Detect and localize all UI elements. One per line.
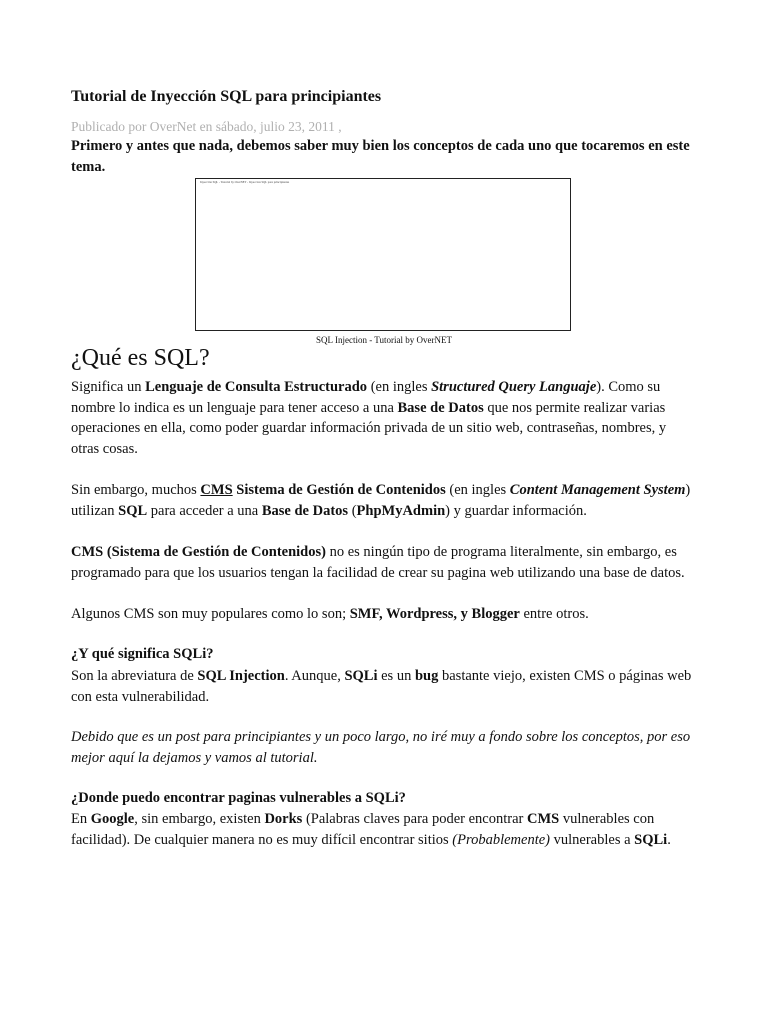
paragraph-popular-cms: Algunos CMS son muy populares como lo son; SMF, Wordpress, y Blogger entre otros. (71, 606, 589, 622)
subheading-que-significa-sqli: ¿Y qué significa SQLi? (71, 646, 214, 662)
paragraph-sql-definition: Significa un Lenguaje de Consulta Estructurado (en ingles Structured Query Languaje). Como su nombre lo indica es un lenguaje para tener acceso a una Base de Datos que nos permite realizar varias operaciones en ella, como poder guardar información privada de un sitio web, contraseñas, nombres, y otras cosas. (71, 379, 667, 457)
paragraph-note-italic: Debido que es un post para principiantes y un poco largo, no iré muy a fondo sobre los conceptos, por eso mejor aquí la dejamos y vamos al tutorial. (71, 729, 691, 766)
intro-paragraph: Primero y antes que nada, debemos saber muy bien los conceptos de cada uno que tocaremos en este tema. (71, 138, 690, 175)
image-caption: SQL Injection - Tutorial by OverNET (316, 335, 452, 345)
paragraph-cms-usage: Sin embargo, muchos CMS Sistema de Gestión de Contenidos (en ingles Content Management System) utilizan SQL para acceder a una Base de Datos (PhpMyAdmin) y guardar información. (71, 482, 691, 519)
section-heading-que-es-sql: ¿Qué es SQL? (71, 345, 210, 371)
paragraph-sqli-definition: Son la abreviatura de SQL Injection. Aunque, SQLi es un bug bastante viejo, existen CMS o páginas web con esta vulnerabilidad. (71, 668, 692, 705)
image-text: Inyección SQL - Tutorial by OverNET - Inyeccion SQL para principiantes (200, 180, 290, 184)
cms-link[interactable]: CMS (200, 482, 233, 498)
article-title: Tutorial de Inyección SQL para principiantes (71, 88, 382, 105)
subheading-donde-encontrar: ¿Donde puedo encontrar paginas vulnerables a SQLi? (71, 790, 406, 806)
post-meta: Publicado por OverNet en sábado, julio 23, 2011 , (71, 119, 342, 134)
tutorial-image (195, 178, 571, 331)
paragraph-dorks: En Google, sin embargo, existen Dorks (Palabras claves para poder encontrar CMS vulnerables con facilidad). De cualquier manera no es muy difícil encontrar sitios (Probablemente) vulnerables a SQLi. (71, 811, 671, 848)
paragraph-cms-definition: CMS (Sistema de Gestión de Contenidos) no es ningún tipo de programa literalmente, sin embargo, es programado para que los usuarios tengan la facilidad de crear su pagina web utilizando una base de datos. (71, 544, 685, 581)
